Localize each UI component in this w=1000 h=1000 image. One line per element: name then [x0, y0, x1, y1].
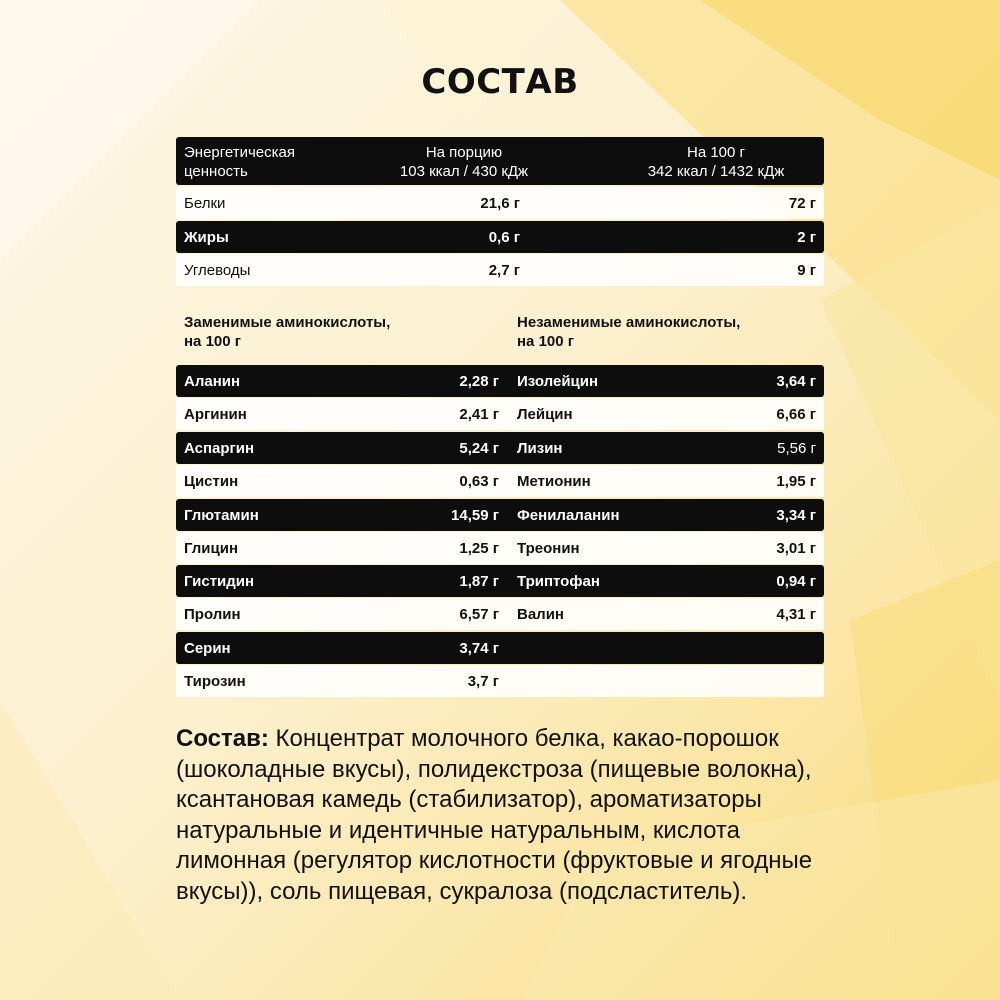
amino-row	[176, 665, 824, 697]
amino-left-name: Серин	[184, 639, 231, 657]
nonessential-heading-line1: Заменимые аминокислоты,	[184, 314, 391, 331]
page-title: СОСТАВ	[421, 62, 579, 102]
amino-row	[176, 565, 824, 597]
amino-right-name: Фенилаланин	[517, 506, 620, 524]
amino-right-value: 0,94 г	[776, 572, 816, 590]
amino-row	[176, 532, 824, 564]
amino-left-name: Цистин	[184, 472, 239, 490]
amino-right-name: Лизин	[517, 439, 563, 457]
per100-header-line2: 342 ккал / 1432 кДж	[647, 163, 785, 180]
nutrition-label: Жиры	[184, 228, 229, 246]
nonessential-heading-line2: на 100 г	[184, 333, 242, 350]
amino-left-value: 5,24 г	[459, 439, 499, 457]
nutrition-label: Белки	[184, 194, 226, 212]
amino-left-name: Аланин	[184, 372, 241, 390]
amino-right-name: Валин	[517, 605, 564, 623]
nutrition-label: Углеводы	[184, 261, 251, 279]
amino-right-name: Триптофан	[517, 572, 600, 590]
composition-label: Состав:	[176, 725, 269, 752]
per100-header-line1: На 100 г	[686, 144, 745, 161]
essential-heading-line2: на 100 г	[517, 333, 575, 350]
amino-left-name: Гистидин	[184, 572, 255, 590]
amino-left-value: 3,7 г	[467, 672, 499, 690]
amino-right-value: 6,66 г	[776, 405, 816, 423]
amino-right-value: 4,31 г	[776, 605, 816, 623]
amino-row	[176, 365, 824, 397]
amino-left-value: 2,41 г	[459, 405, 499, 423]
amino-left-value: 14,59 г	[451, 506, 499, 524]
nutrition-row-carbs	[176, 254, 824, 286]
amino-row	[176, 432, 824, 464]
amino-row	[176, 465, 824, 497]
nutrition-per100-value: 2 г	[797, 228, 816, 246]
amino-left-name: Глютамин	[184, 506, 259, 524]
amino-right-value: 3,01 г	[776, 539, 816, 557]
essential-heading-line1: Незаменимые аминокислоты,	[517, 314, 741, 331]
amino-right-name: Метионин	[517, 472, 591, 490]
composition-body: Концентрат молочного белка, какао-порошок (шоколадные вкусы), полидекстроза (пищевые волокна), ксантановая камедь (стабилизатор), ароматизаторы натуральные и идентичные натуральным, кислота лимонная (регулятор кислотности (фруктовые и ягодные вкусы)), соль пищевая, сукралоза (подсластитель).	[176, 725, 813, 905]
amino-row	[176, 398, 824, 430]
nutrition-per100-value: 9 г	[797, 261, 816, 279]
nutrition-row-protein	[176, 187, 824, 219]
energy-label	[184, 143, 295, 181]
amino-left-name: Аргинин	[184, 405, 247, 423]
nonessential-amino-heading	[184, 313, 390, 351]
nutrition-portion-value: 0,6 г	[488, 228, 520, 246]
amino-left-name: Аспаргин	[184, 439, 255, 457]
composition-text	[176, 724, 856, 907]
amino-right-name: Лейцин	[517, 405, 573, 423]
essential-amino-heading	[517, 313, 740, 351]
amino-left-name: Пролин	[184, 605, 241, 623]
amino-row	[176, 499, 824, 531]
energy-label-line1: Энергетическая	[184, 144, 295, 161]
amino-left-name: Глицин	[184, 539, 239, 557]
nutrition-portion-value: 2,7 г	[488, 261, 520, 279]
amino-left-value: 3,74 г	[459, 639, 499, 657]
amino-row	[176, 598, 824, 630]
amino-right-name: Изолейцин	[517, 372, 599, 390]
nutrition-row-fat	[176, 221, 824, 253]
amino-left-value: 1,87 г	[459, 572, 499, 590]
portion-header	[352, 143, 576, 181]
portion-header-line1: На порцию	[425, 144, 503, 161]
energy-label-line2: ценность	[184, 163, 248, 180]
nutrition-header-row	[176, 137, 824, 185]
portion-header-line2: 103 ккал / 430 кДж	[399, 163, 529, 180]
amino-right-value: 5,56 г	[777, 439, 816, 457]
amino-left-value: 1,25 г	[459, 539, 499, 557]
amino-left-value: 2,28 г	[459, 372, 499, 390]
amino-left-value: 6,57 г	[459, 605, 499, 623]
amino-right-value: 3,64 г	[776, 372, 816, 390]
amino-row	[176, 632, 824, 664]
amino-right-value: 3,34 г	[776, 506, 816, 524]
amino-left-name: Тирозин	[184, 672, 246, 690]
nutrition-per100-value: 72 г	[788, 194, 816, 212]
amino-right-value: 1,95 г	[776, 472, 816, 490]
amino-right-name: Треонин	[517, 539, 580, 557]
per100-header	[616, 143, 816, 181]
amino-left-value: 0,63 г	[459, 472, 499, 490]
nutrition-portion-value: 21,6 г	[480, 194, 520, 212]
